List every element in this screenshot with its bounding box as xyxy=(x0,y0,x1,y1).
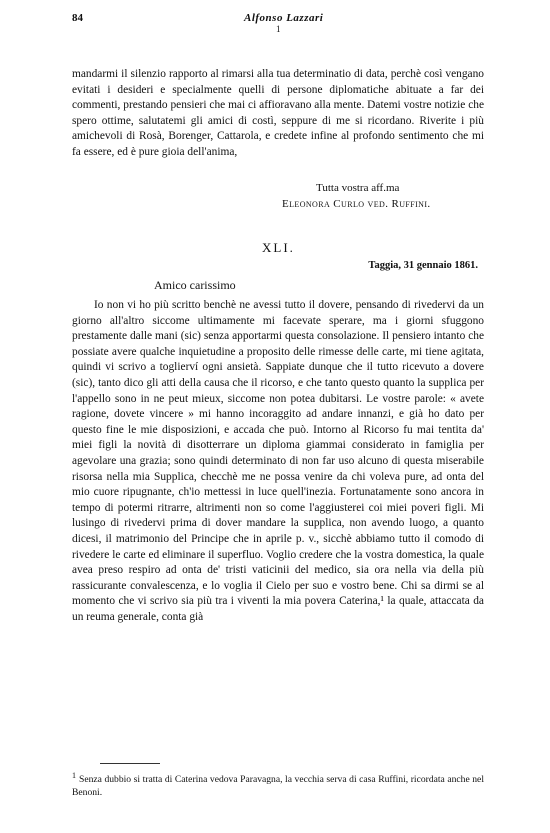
letter-body xyxy=(72,298,484,625)
running-head: Alfonso Lazzari xyxy=(244,12,324,24)
letter-paragraph: Io non vi ho più scritto benchè ne avessi tutto il dovere, pensando di rivedervi da un giorno all'altro siccome ultimamente mi facevate sperare, ma i giorni sfuggono prestamente dalle mani (sic) senza apportarmi questa consolazione. Il pensiero intanto che possiate avere qualche inquietudine a proposito delle rimesse delle carte, mi tiene agitata, quindi vi scrivo a toglierví ogni ansietà. Sappiate dunque che il tutto ricevuto a dovere (sic), tanto dico gli atti della causa che il ricorso, e che tanto questo quanto la supplica per l'appello sono in ne peut mieux, siccome non potea dubitarsi. Le vostre parole: « avete ragione, dovete vincere » mi hanno incoraggito ad andare innanzi, e già ho dato per questo fine le mie disposizioni, e accada che può. Intorno al Ricorso fu mai tentita da' miei figli la novità di disotterrare un diploma giammai considerato in famiglia per agevolare una grazia; sono quindi determinato di non far uso alcuno di questa miserabile risorsa nella mia Supplica, checchè me ne possa venire da chi voleva pure, ad onta del mio cuore ripugnante, ch'io mettessi in luce quell'inezia. Fortunatamente sono ancora in tempo di potermi ritrarre, altrimenti non so come l'aggiusterei coi miei poveri figli. Mi lusingo di rivedervi prima di dover mandare la supplica, non avendo luogo, a quanto dicesi, il matrimonio del Principe che in aprile p. v., sicchè abbiamo tutto il comodo di rivedere le carte ed eliminare il superfluo. Voglio credere che la vostra domestica, la quale avea preso respiro ad onta de' tristi vaticinii del medico, sia ora nella via della più rassicurante convalescenza, e lo voglia il Cielo per suo e vostro bene. Chi sa dirmi se al momento che vi scrivo sia più tra i viventi la mia povera Caterina,¹ la quale, attaccata da un reuma generale, conta già xyxy=(72,299,484,623)
page-header xyxy=(72,12,470,34)
letter-closing: Tutta vostra aff.ma xyxy=(316,182,400,194)
previous-letter-ending xyxy=(72,67,484,161)
letter-signature: Eleonora Curlo ved. Ruffini. xyxy=(282,198,431,210)
letter-date: Taggia, 31 gennaio 1861. xyxy=(368,260,478,271)
footnote-mark: 1 xyxy=(72,771,76,780)
letter-salutation: Amico carissimo xyxy=(154,278,236,292)
footnote-text: Senza dubbio si tratta di Caterina vedova Paravagna, la vecchia serva di casa Ruffini, ricordata anche nel Benoni. xyxy=(72,774,484,799)
footnote xyxy=(72,769,484,799)
footnote-rule xyxy=(100,763,160,764)
header-mark: 1 xyxy=(276,24,281,34)
previous-letter-paragraph: mandarmi il silenzio rapporto al rimarsi alla tua determinatio di data, perchè così vengano evitati i desideri e specialmente quelli di persone diplomatiche abituate a far dei commenti, prestando pensieri che mai ci affioravano alla mente. Datemi vostre notizie che spero ottime, salutatemi gli amici di costì, seppure di me si ricordano. Riverite i più amichevoli di Rosà, Borenger, Cattarola, e credete infine al profondo sentimento che mi fa essere, ed è pure gioia dell'anima, xyxy=(72,68,484,158)
letter-number: XLI. xyxy=(262,240,295,255)
page-number: 84 xyxy=(72,12,83,24)
